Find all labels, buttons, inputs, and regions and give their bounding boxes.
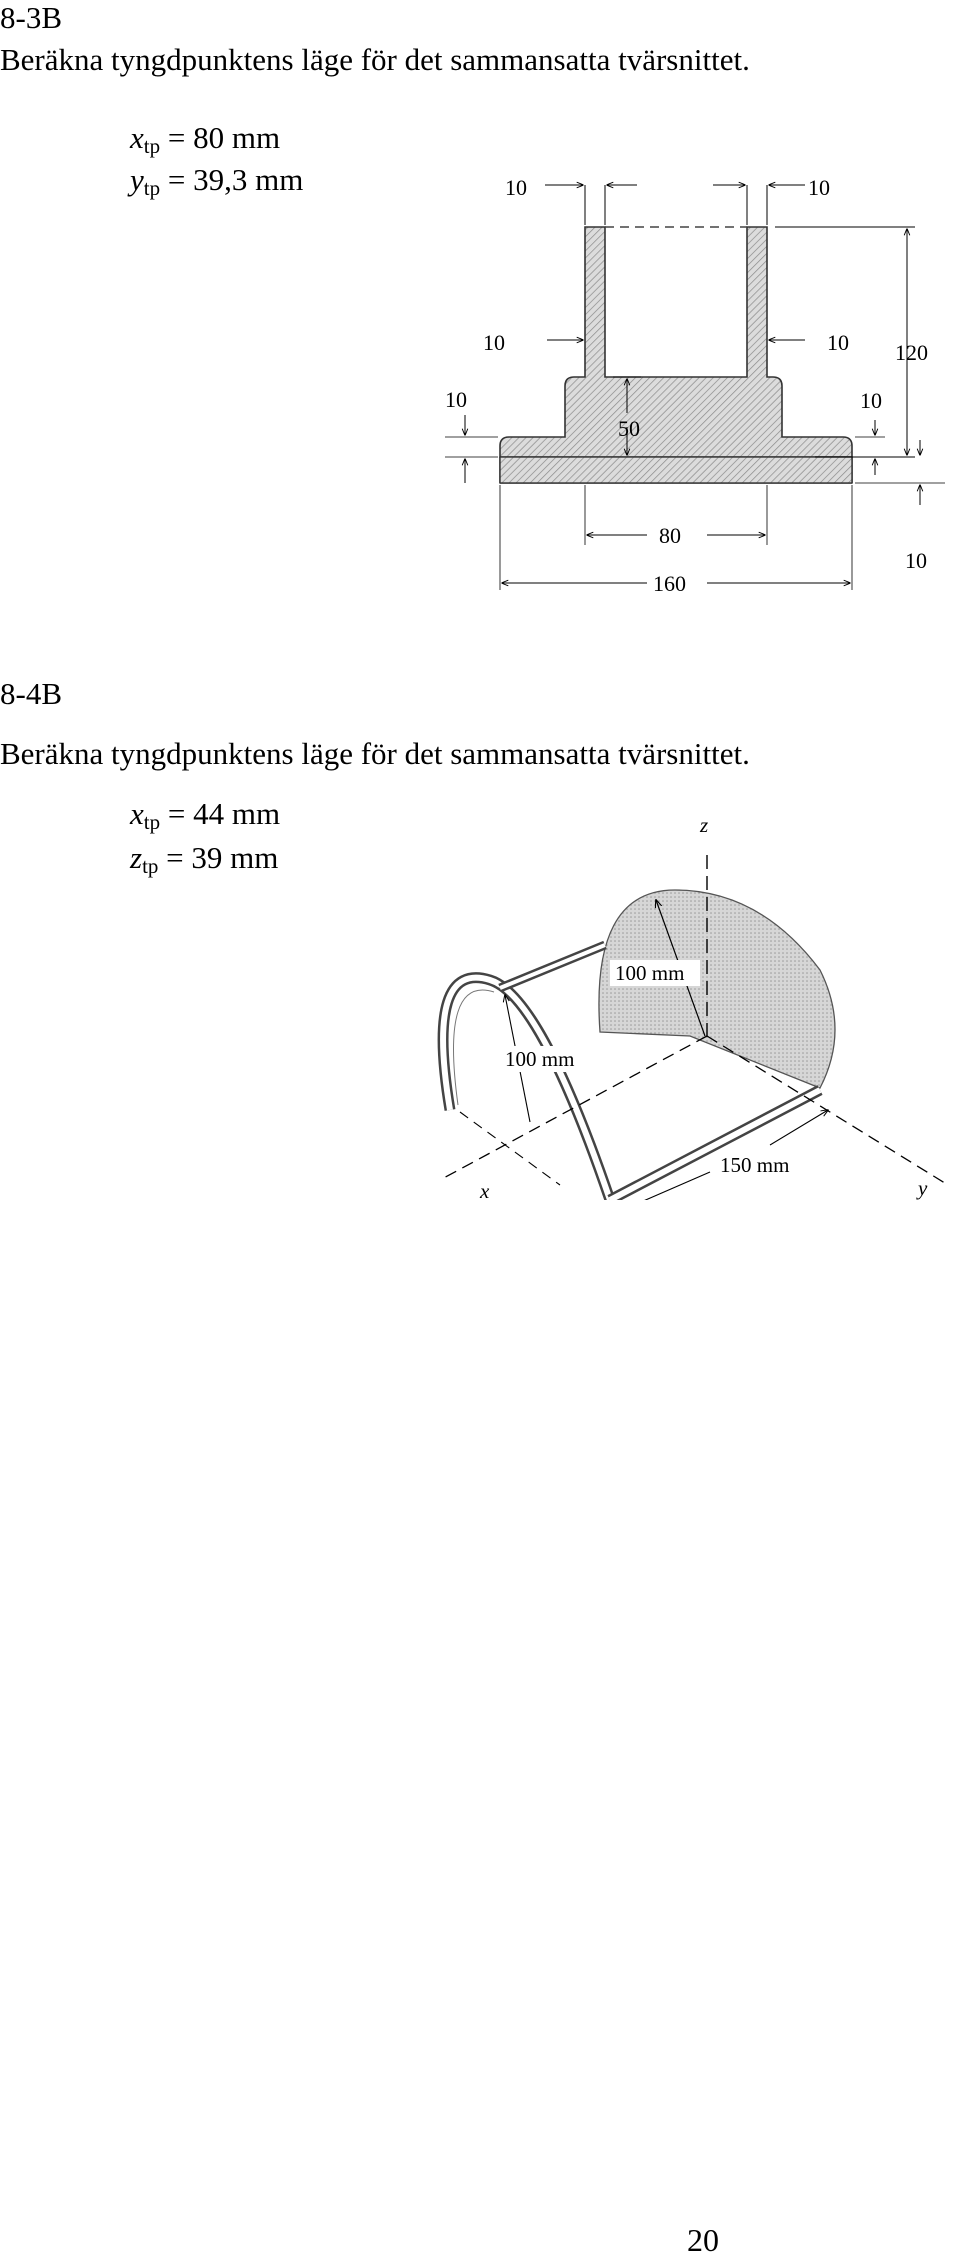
problem-text: Beräkna tyngdpunktens läge för det sammansatta tvärsnittet.: [0, 736, 750, 771]
result-z-var: z: [130, 840, 143, 875]
dim-mid-left: 10: [483, 330, 505, 355]
result-x: [130, 796, 280, 835]
dim-plate-radius: 100 mm: [615, 961, 685, 985]
result-x: [130, 120, 280, 159]
problem-number: 8-4B: [0, 676, 62, 711]
result-x-sub: tp: [143, 810, 161, 834]
dim-inner-width: 80: [659, 523, 681, 548]
result-z-value: = 39 mm: [158, 840, 279, 875]
section-outline: [500, 227, 852, 457]
dim-flange-right: 10: [860, 388, 882, 413]
result-y-value: = 39,3 mm: [160, 162, 304, 197]
semicircular-plate: [599, 890, 835, 1088]
problem-number: 8-3B: [0, 0, 62, 35]
dim-top-left: 10: [505, 175, 527, 200]
result-z-sub: tp: [142, 854, 159, 878]
result-y-sub: tp: [143, 176, 161, 200]
result-x-var: x: [130, 796, 144, 831]
dim-flange-left: 10: [445, 387, 467, 412]
problem-text: Beräkna tyngdpunktens läge för det sammansatta tvärsnittet.: [0, 42, 750, 77]
dim-height-total: 120: [895, 340, 928, 365]
result-x-sub: tp: [143, 134, 161, 158]
result-y: [130, 162, 303, 201]
dim-base-width: 160: [653, 571, 686, 596]
result-x-value: = 80 mm: [160, 120, 281, 155]
result-y-var: y: [130, 162, 144, 197]
dim-top-right: 10: [808, 175, 830, 200]
result-x-var: x: [130, 120, 144, 155]
cross-section-figure: [415, 145, 960, 620]
result-z: [130, 840, 278, 879]
axis-label-y: y: [918, 1176, 928, 1200]
result-x-value: = 44 mm: [160, 796, 281, 831]
axis-label-z: z: [700, 813, 709, 837]
page-number: 20: [687, 2222, 719, 2258]
dim-inner-height: 50: [618, 416, 640, 441]
axis-label-x: x: [480, 1179, 490, 1200]
dim-rod-radius: 100 mm: [505, 1047, 575, 1071]
dim-mid-right: 10: [827, 330, 849, 355]
dim-base-thickness: 10: [905, 548, 927, 573]
wire-plate-figure: [410, 800, 960, 1200]
dim-length: 150 mm: [720, 1153, 790, 1177]
